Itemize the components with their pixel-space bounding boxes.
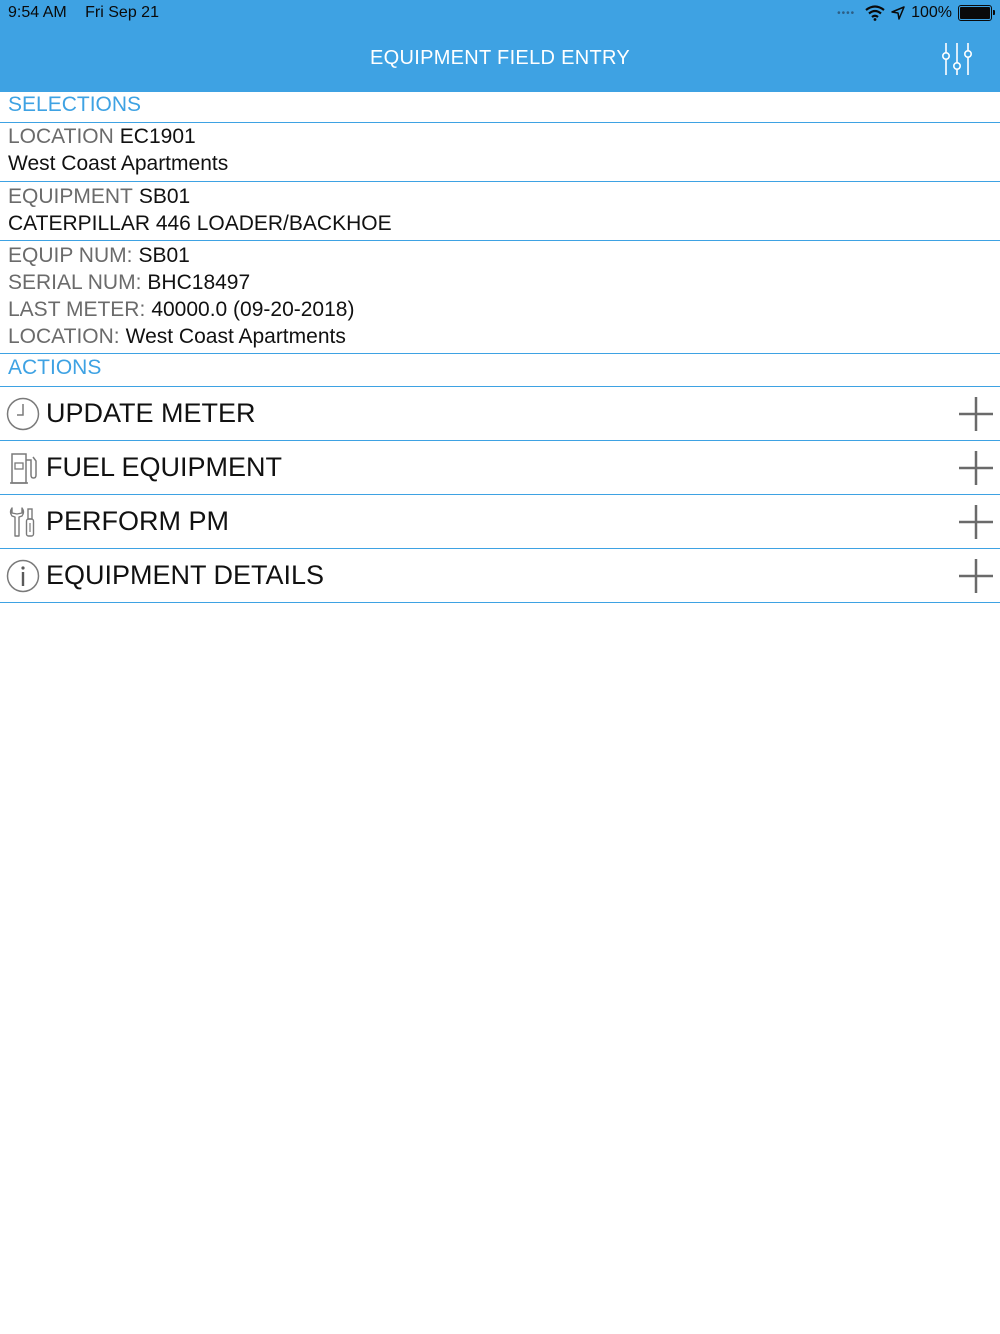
- status-bar-right: [837, 4, 992, 22]
- detail-value: SB01: [138, 244, 190, 267]
- equipment-details-action[interactable]: [0, 549, 1000, 603]
- plus-icon[interactable]: [958, 450, 994, 486]
- location-line: [8, 125, 196, 149]
- equipment-name: CATERPILLAR 446 LOADER/BACKHOE: [8, 212, 392, 235]
- detail-last-meter: [8, 298, 354, 322]
- location-label: LOCATION: [8, 125, 114, 148]
- location-name: West Coast Apartments: [8, 152, 229, 175]
- signal-icon: ••••: [837, 7, 856, 19]
- detail-label: LOCATION:: [8, 325, 120, 348]
- equipment-code: SB01: [138, 185, 191, 208]
- location-code: EC1901: [119, 125, 196, 148]
- detail-value: West Coast Apartments: [125, 325, 346, 348]
- plus-icon[interactable]: [958, 396, 994, 432]
- equipment-selection[interactable]: [0, 182, 1000, 241]
- action-label: UPDATE METER: [46, 398, 256, 428]
- detail-serial-num: [8, 271, 250, 295]
- selections-header-label: SELECTIONS: [8, 93, 142, 116]
- location-arrow-icon: [891, 6, 905, 20]
- detail-value: 40000.0 (09-20-2018): [151, 298, 355, 321]
- battery-icon: [958, 5, 992, 21]
- detail-label: SERIAL NUM:: [8, 271, 142, 294]
- equipment-line: [8, 185, 190, 209]
- wifi-icon: [865, 5, 885, 21]
- detail-location: [8, 325, 346, 349]
- detail-label: EQUIP NUM:: [8, 244, 133, 267]
- actions-header-label: ACTIONS: [8, 356, 102, 379]
- actions-header: [0, 355, 1000, 387]
- detail-label: LAST METER:: [8, 298, 146, 321]
- plus-icon[interactable]: [958, 504, 994, 540]
- clock-icon: [6, 397, 40, 431]
- action-label: PERFORM PM: [46, 506, 230, 536]
- battery-percent: 100%: [911, 4, 952, 21]
- equipment-label: EQUIPMENT: [8, 185, 133, 208]
- status-time: 9:54 AM: [8, 4, 67, 21]
- detail-equip-num: [8, 244, 190, 268]
- perform-pm-action[interactable]: [0, 495, 1000, 549]
- info-icon: [6, 559, 40, 593]
- status-bar-left: [8, 4, 173, 22]
- detail-value: BHC18497: [147, 271, 251, 294]
- nav-bar: [0, 0, 1000, 92]
- fuel-pump-icon: [6, 451, 40, 485]
- action-label: FUEL EQUIPMENT: [46, 452, 283, 482]
- sliders-icon[interactable]: [940, 42, 974, 76]
- page-title: EQUIPMENT FIELD ENTRY: [369, 47, 631, 69]
- action-label: EQUIPMENT DETAILS: [46, 560, 325, 590]
- equipment-details-block: [0, 241, 1000, 354]
- plus-icon[interactable]: [958, 558, 994, 594]
- location-selection[interactable]: [0, 123, 1000, 182]
- tools-icon: [6, 505, 40, 539]
- selections-header: [0, 92, 1000, 123]
- fuel-equipment-action[interactable]: [0, 441, 1000, 495]
- update-meter-action[interactable]: [0, 387, 1000, 441]
- status-date: Fri Sep 21: [85, 4, 159, 21]
